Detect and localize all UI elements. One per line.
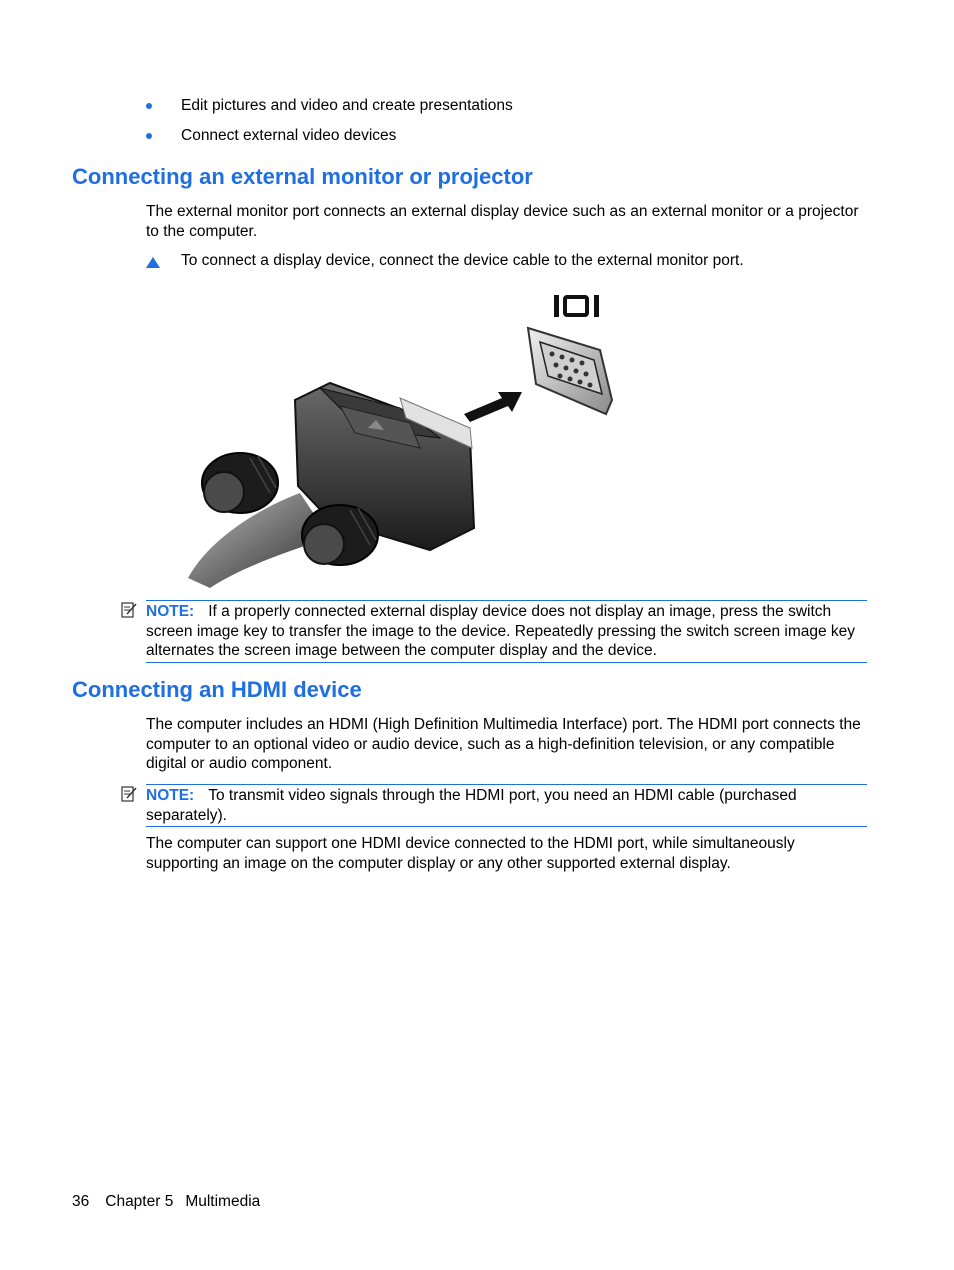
chapter-label: Chapter 5 xyxy=(105,1193,174,1210)
note-box xyxy=(146,600,867,663)
note-label: NOTE: xyxy=(146,787,195,804)
vga-connector-illustration xyxy=(180,288,620,588)
note-icon xyxy=(120,785,138,803)
section-paragraph: The external monitor port connects an external display device such as an external monitor or a projector to the computer. xyxy=(146,203,859,240)
section-paragraph: The computer can support one HDMI device connected to the HDMI port, while simultaneously supporting an image on the computer display or any other supported external display. xyxy=(146,835,795,872)
page-footer xyxy=(72,1193,276,1211)
bullet-dot xyxy=(146,133,152,139)
note-icon xyxy=(120,601,138,619)
bullet-dot xyxy=(146,103,152,109)
note-text: To transmit video signals through the HDMI port, you need an HDMI cable (purchased separately). xyxy=(146,787,797,824)
vga-port-icon xyxy=(528,328,612,414)
chapter-title: Multimedia xyxy=(185,1193,261,1210)
bullet-item: Connect external video devices xyxy=(181,127,397,144)
step-text: To connect a display device, connect the device cable to the external monitor port. xyxy=(181,252,744,269)
step-triangle-icon xyxy=(146,257,160,268)
section-heading: Connecting an HDMI device xyxy=(72,677,362,702)
page-number: 36 xyxy=(72,1193,90,1210)
insert-arrow-icon xyxy=(464,392,522,422)
external-monitor-port-icon xyxy=(554,295,599,317)
note-text: If a properly connected external display device does not display an image, press the switch screen image key to transfer the image to the device. Repeatedly pressing the switch screen image key alternates the screen image between the computer display and the device. xyxy=(146,603,856,659)
bullet-item: Edit pictures and video and create presentations xyxy=(181,97,513,114)
section-heading: Connecting an external monitor or projector xyxy=(72,164,533,189)
note-box xyxy=(146,784,867,827)
note-label: NOTE: xyxy=(146,603,195,620)
section-paragraph: The computer includes an HDMI (High Definition Multimedia Interface) port. The HDMI port connects the computer to an optional video or audio device, such as a high-definition television, or any compatible digital or audio component. xyxy=(146,716,861,772)
